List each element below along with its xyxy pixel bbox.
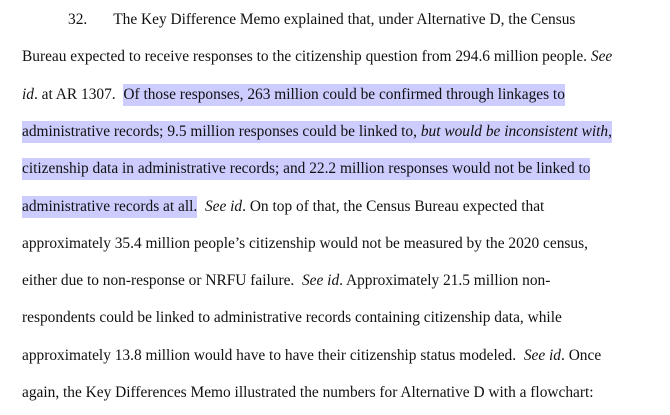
paragraph-number: 32. [68,11,88,28]
highlighted-text: administrative records at all. [22,196,197,218]
paragraph-line-6 [22,196,544,218]
line-text: . Once [561,347,602,364]
highlighted-segment: administrative records; [22,123,164,140]
line-text: The Key Difference Memo explained that, under Alternative D, the Census [113,11,576,28]
paragraph-line-11 [22,382,594,404]
paragraph-line-7 [22,233,588,255]
citation-signal: See id [204,198,243,215]
paragraph-line-10 [22,345,601,367]
citation-id: id [22,86,34,103]
highlighted-emphasis: but would be inconsistent with [420,123,609,140]
paragraph-line-1 [68,9,575,31]
line-text: . On top of that, the Census Bureau expected that [242,198,545,215]
paragraph-line-5 [22,158,590,180]
line-text: either due to non-response or NRFU failure. [22,272,295,289]
highlighted-text [22,121,612,143]
paragraph-line-3 [22,84,565,106]
paragraph-line-4 [22,121,612,143]
line-text: approximately 13.8 million would have to have their citizenship status modeled. [22,347,517,364]
citation-signal: See [590,48,613,65]
paragraph-line-8 [22,270,550,292]
line-text: Bureau expected to receive responses to the citizenship question from 294.6 million people. [22,48,588,65]
line-text: . at AR 1307. [33,86,116,103]
line-text: again, the Key Differences Memo illustrated the numbers for Alternative D with a flowchart: [22,384,594,401]
citation-signal: See id [523,347,561,364]
highlighted-text: citizenship data in administrative records; and 22.2 million responses would not be linked to [22,158,590,180]
highlighted-text: Of those responses, 263 million could be confirmed through linkages to [123,84,565,106]
line-text: . Approximately 21.5 million non- [339,272,551,289]
highlighted-segment: 9.5 million responses could be linked to, [167,123,417,140]
citation-signal: See id [301,272,340,289]
line-text: approximately 35.4 million people’s citizenship would not be measured by the 2020 census, [22,235,588,252]
highlighted-segment: , [608,123,612,140]
paragraph-line-2 [22,46,612,68]
paragraph-line-9 [22,307,562,329]
line-text: respondents could be linked to administrative records containing citizenship data, while [22,309,562,326]
